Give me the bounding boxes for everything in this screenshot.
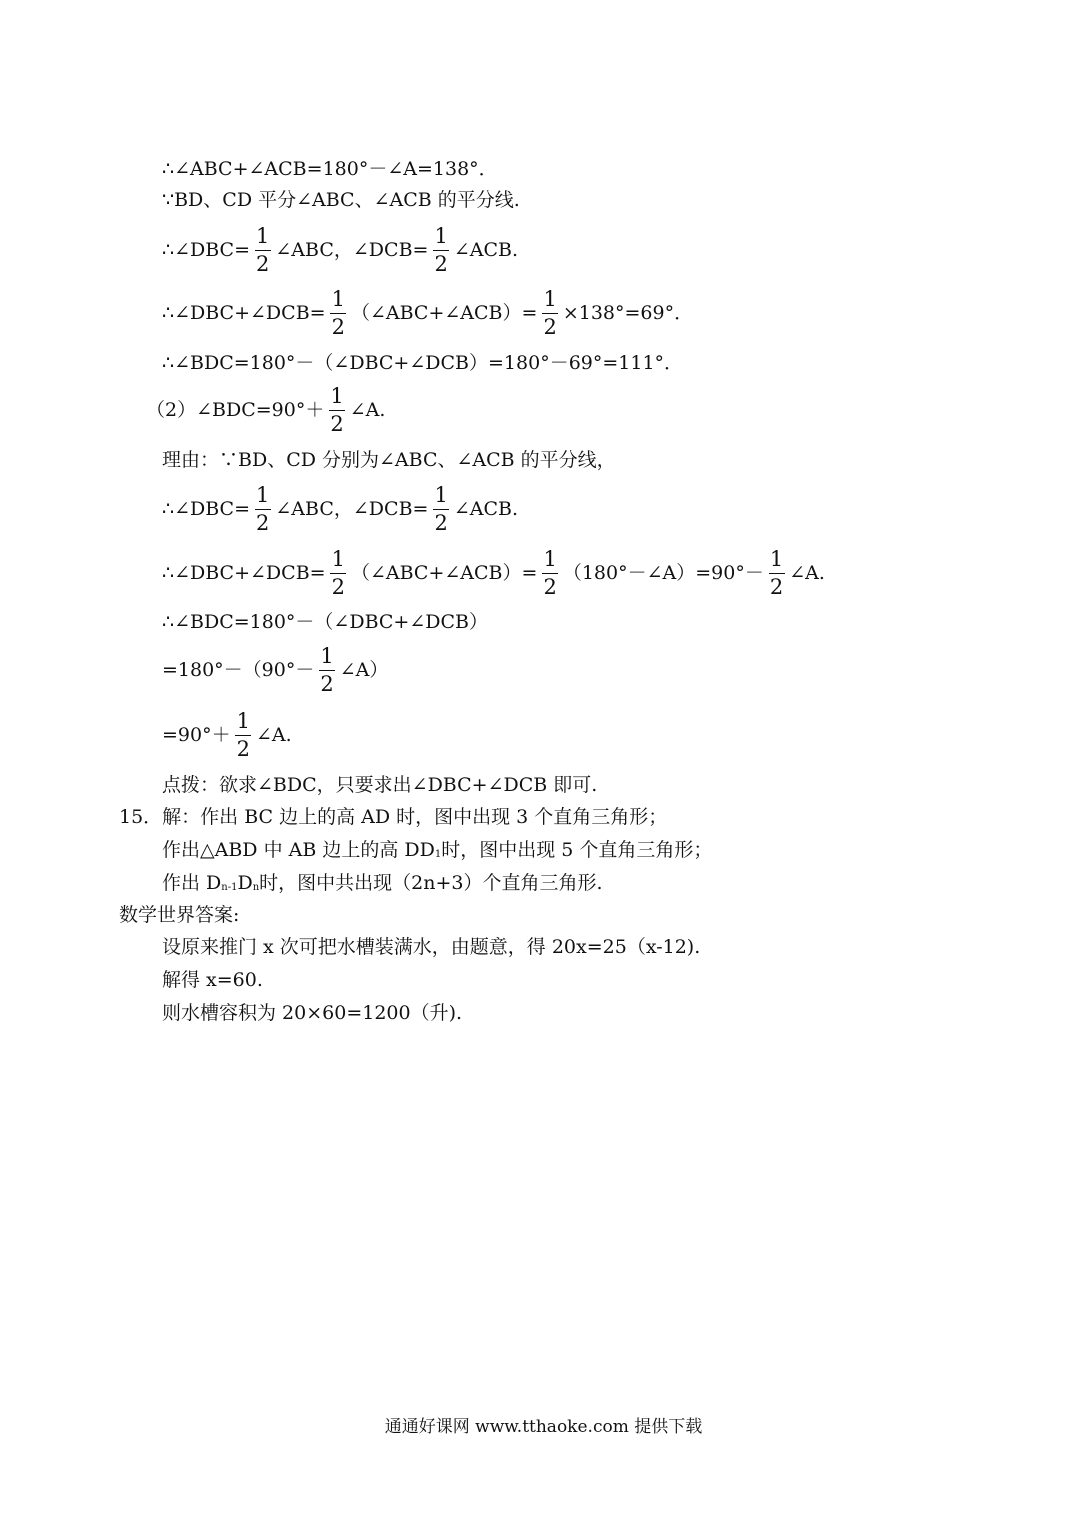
fraction-half: $\frac{1}{2}$ xyxy=(543,287,557,339)
line-sum-half-angles-2: ∴∠DBC+∠DCB= $\frac{1}{2}$ （∠ABC+∠ACB）= $\frac{1}{2}$ （180°－∠A）=90°－ $\frac{1}{2}$ ∠A. xyxy=(162,547,825,599)
fraction-half: $\frac{1}{2}$ xyxy=(434,224,448,276)
fraction-half: $\frac{1}{2}$ xyxy=(256,224,270,276)
fraction-half: $\frac{1}{2}$ xyxy=(331,287,345,339)
fraction-half: $\frac{1}{2}$ xyxy=(256,483,270,535)
fraction-half: $\frac{1}{2}$ xyxy=(320,644,334,696)
line-sum-half-angles: ∴∠DBC+∠DCB= $\frac{1}{2}$ （∠ABC+∠ACB）= $\frac{1}{2}$ ×138°=69°． xyxy=(162,287,694,339)
line-half-angles: ∴∠DBC= $\frac{1}{2}$ ∠ABC，∠DCB= $\frac{1}{2}$ ∠ACB. xyxy=(162,224,519,276)
line-bdc-expression: ∴∠BDC=180°－（∠DBC+∠DCB） xyxy=(162,611,489,633)
line-q15-step3: 作出 D n-1 D n 时，图中共出现（2n+3）个直角三角形. xyxy=(162,872,603,894)
line-bdc-result: ∴∠BDC=180°－（∠DBC+∠DCB）=180°－69°=111°． xyxy=(162,352,684,374)
line-bdc-final: =90°＋ $\frac{1}{2}$ ∠A. xyxy=(162,709,292,761)
line-reason: 理由：∵BD、CD 分别为∠ABC、∠ACB 的平分线， xyxy=(162,449,616,471)
page-footer: 通通好课网 www.tthaoke.com 提供下载 xyxy=(384,1417,703,1437)
line-hint: 点拨：欲求∠BDC，只要求出∠DBC+∠DCB 即可. xyxy=(162,774,598,796)
fraction-half: $\frac{1}{2}$ xyxy=(769,547,784,599)
line-world-volume: 则水槽容积为 20×60=1200（升). xyxy=(162,1002,463,1024)
line-half-angles-2: ∴∠DBC= $\frac{1}{2}$ ∠ABC，∠DCB= $\frac{1}{2}$ ∠ACB. xyxy=(162,483,519,535)
fraction-half: $\frac{1}{2}$ xyxy=(236,709,250,761)
fraction-half: $\frac{1}{2}$ xyxy=(330,384,344,436)
fraction-half: $\frac{1}{2}$ xyxy=(434,483,448,535)
line-bdc-step: =180°－（90°－ $\frac{1}{2}$ ∠A） xyxy=(162,644,389,696)
line-sum-angles: ∴∠ABC+∠ACB=180°－∠A=138°． xyxy=(162,158,498,180)
fraction-half: $\frac{1}{2}$ xyxy=(331,547,345,599)
line-q15-step2: 作出△ABD 中 AB 边上的高 DD 1 时，图中出现 5 个直角三角形； xyxy=(162,839,713,861)
line-world-equation: 设原来推门 x 次可把水槽装满水，由题意，得 20x=25（x-12). xyxy=(162,936,701,958)
line-part2-claim: （2）∠BDC=90°＋ $\frac{1}{2}$ ∠A. xyxy=(146,384,386,436)
fraction-half: $\frac{1}{2}$ xyxy=(543,547,557,599)
line-bisector-statement: ∵BD、CD 平分∠ABC、∠ACB 的平分线. xyxy=(162,189,520,211)
section-title-math-world: 数学世界答案: xyxy=(119,904,240,926)
line-world-solution: 解得 x=60. xyxy=(162,969,263,991)
line-q15-solution: 15．解：作出 BC 边上的高 AD 时，图中出现 3 个直角三角形； xyxy=(119,806,668,828)
